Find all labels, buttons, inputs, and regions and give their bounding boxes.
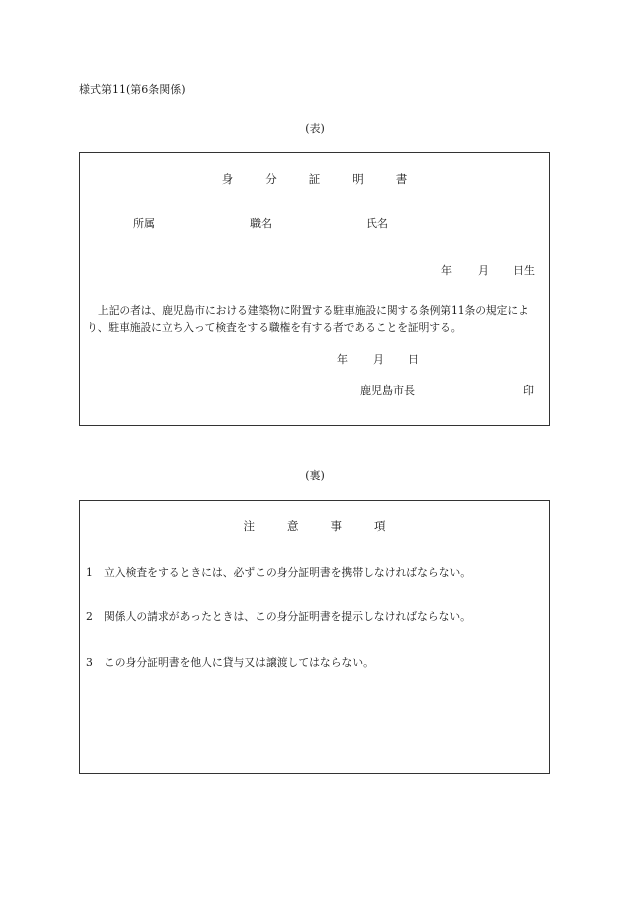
birth-year-label: 年: [441, 264, 452, 277]
title-char: 注: [243, 519, 255, 533]
birth-day-label: 日生: [513, 264, 535, 277]
note-number: 3: [86, 656, 93, 669]
issue-year-label: 年: [337, 353, 348, 366]
issuer-label: 鹿児島市長: [360, 384, 415, 397]
position-label: 職名: [250, 217, 272, 230]
certification-text: 上記の者は、鹿児島市における建築物に附置する駐車施設に関する条例第11条の規定により、駐車施設に立ち入って検査をする職権を有する者であることを証明する。: [87, 304, 529, 334]
note-item: [86, 609, 471, 624]
note-text: この身分証明書を他人に貸与又は譲渡してはならない。: [104, 656, 374, 669]
note-item: [86, 655, 374, 670]
name-label: 氏名: [366, 217, 388, 230]
title-char: 身: [221, 172, 234, 186]
front-side-label: (表): [305, 122, 325, 135]
title-char: 証: [308, 172, 321, 186]
id-card-back: [79, 500, 550, 774]
birth-month-label: 月: [478, 264, 489, 277]
note-text: 関係人の請求があったときは、この身分証明書を提示しなければならない。: [104, 610, 471, 623]
note-text: 立入検査をするときには、必ずこの身分証明書を携帯しなければならない。: [104, 566, 472, 579]
title-char: 意: [287, 519, 299, 533]
title-char: 分: [265, 172, 277, 186]
issue-day-label: 日: [408, 353, 419, 366]
note-number: 2: [86, 610, 93, 623]
title-char: 書: [395, 172, 408, 186]
note-item: [86, 565, 471, 580]
form-number-label: 様式第11(第6条関係): [79, 83, 186, 96]
title-char: 事: [330, 519, 342, 533]
title-char: 明: [352, 172, 364, 186]
id-certificate-title: [80, 171, 549, 187]
id-card-front: [79, 152, 550, 426]
affiliation-label: 所属: [133, 217, 155, 230]
seal-mark: 印: [523, 384, 534, 397]
title-char: 項: [374, 519, 386, 533]
note-number: 1: [86, 566, 93, 579]
issue-month-label: 月: [373, 353, 384, 366]
notes-title: [80, 518, 549, 534]
back-side-label: (裏): [305, 469, 325, 482]
